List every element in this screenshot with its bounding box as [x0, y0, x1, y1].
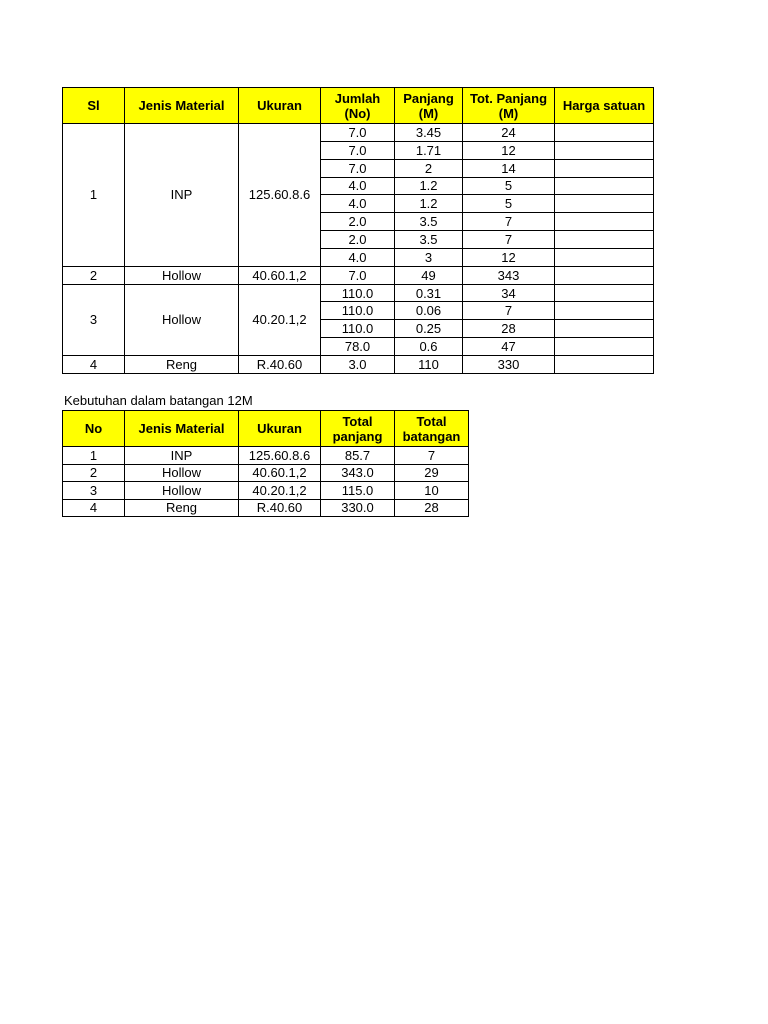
cell-tot-panjang: 5 — [463, 177, 555, 195]
cell-tot-panjang: 7 — [463, 213, 555, 231]
cell-harga-satuan — [555, 266, 654, 284]
cell-jumlah: 78.0 — [321, 338, 395, 356]
cell-ukuran: R.40.60 — [239, 355, 321, 373]
cell-jumlah: 7.0 — [321, 266, 395, 284]
cell-tot-panjang: 14 — [463, 159, 555, 177]
cell-no: 1 — [63, 447, 125, 465]
header-jumlah: Jumlah (No) — [321, 88, 395, 124]
summary-table-header-row — [63, 411, 469, 447]
cell-sl: 4 — [63, 355, 125, 373]
cell-panjang: 1.2 — [395, 177, 463, 195]
cell-material: INP — [125, 124, 239, 267]
cell-harga-satuan — [555, 284, 654, 302]
cell-harga-satuan — [555, 231, 654, 249]
header-jenis-material: Jenis Material — [125, 88, 239, 124]
cell-panjang: 0.6 — [395, 338, 463, 356]
cell-panjang: 3.5 — [395, 213, 463, 231]
cell-total-batangan: 29 — [395, 464, 469, 482]
cell-total-panjang: 85.7 — [321, 447, 395, 465]
table-row — [63, 499, 469, 517]
cell-jumlah: 4.0 — [321, 177, 395, 195]
cell-ukuran: 125.60.8.6 — [239, 447, 321, 465]
cell-total-batangan: 28 — [395, 499, 469, 517]
cell-jumlah: 3.0 — [321, 355, 395, 373]
header-harga-satuan: Harga satuan — [555, 88, 654, 124]
cell-harga-satuan — [555, 355, 654, 373]
cell-total-panjang: 343.0 — [321, 464, 395, 482]
cell-material: Reng — [125, 355, 239, 373]
cell-tot-panjang: 343 — [463, 266, 555, 284]
cell-harga-satuan — [555, 302, 654, 320]
table-row — [63, 355, 654, 373]
cell-ukuran: 40.20.1,2 — [239, 284, 321, 355]
cell-harga-satuan — [555, 213, 654, 231]
cell-sl: 1 — [63, 124, 125, 267]
header-no: No — [63, 411, 125, 447]
cell-ukuran: 40.60.1,2 — [239, 266, 321, 284]
cell-panjang: 2 — [395, 159, 463, 177]
cell-panjang: 0.31 — [395, 284, 463, 302]
table-row — [63, 447, 469, 465]
cell-tot-panjang: 24 — [463, 124, 555, 142]
cell-sl: 3 — [63, 284, 125, 355]
cell-tot-panjang: 7 — [463, 302, 555, 320]
cell-tot-panjang: 5 — [463, 195, 555, 213]
table-row — [63, 464, 469, 482]
header-ukuran: Ukuran — [239, 88, 321, 124]
cell-harga-satuan — [555, 177, 654, 195]
cell-panjang: 0.25 — [395, 320, 463, 338]
header-tot-panjang: Tot. Panjang (M) — [463, 88, 555, 124]
cell-material: Reng — [125, 499, 239, 517]
cell-ukuran: R.40.60 — [239, 499, 321, 517]
cell-total-batangan: 7 — [395, 447, 469, 465]
cell-harga-satuan — [555, 124, 654, 142]
cell-ukuran: 40.20.1,2 — [239, 482, 321, 500]
header-jenis-material: Jenis Material — [125, 411, 239, 447]
cell-tot-panjang: 34 — [463, 284, 555, 302]
material-table-header-row — [63, 88, 654, 124]
cell-harga-satuan — [555, 320, 654, 338]
table-row — [63, 284, 654, 302]
cell-total-panjang: 330.0 — [321, 499, 395, 517]
cell-tot-panjang: 28 — [463, 320, 555, 338]
cell-ukuran: 40.60.1,2 — [239, 464, 321, 482]
cell-material: Hollow — [125, 482, 239, 500]
summary-caption: Kebutuhan dalam batangan 12M — [64, 393, 253, 408]
cell-material: Hollow — [125, 284, 239, 355]
cell-jumlah: 110.0 — [321, 302, 395, 320]
cell-panjang: 0.06 — [395, 302, 463, 320]
cell-harga-satuan — [555, 159, 654, 177]
cell-jumlah: 7.0 — [321, 159, 395, 177]
cell-harga-satuan — [555, 248, 654, 266]
cell-harga-satuan — [555, 195, 654, 213]
cell-jumlah: 7.0 — [321, 141, 395, 159]
cell-material: Hollow — [125, 266, 239, 284]
table-row — [63, 482, 469, 500]
cell-jumlah: 2.0 — [321, 231, 395, 249]
cell-no: 2 — [63, 464, 125, 482]
cell-jumlah: 4.0 — [321, 248, 395, 266]
cell-panjang: 3.5 — [395, 231, 463, 249]
cell-tot-panjang: 12 — [463, 248, 555, 266]
table-row — [63, 124, 654, 142]
cell-panjang: 1.2 — [395, 195, 463, 213]
header-total-panjang: Total panjang — [321, 411, 395, 447]
cell-panjang: 3 — [395, 248, 463, 266]
header-ukuran: Ukuran — [239, 411, 321, 447]
cell-panjang: 3.45 — [395, 124, 463, 142]
summary-table — [62, 410, 469, 517]
cell-total-panjang: 115.0 — [321, 482, 395, 500]
cell-material: Hollow — [125, 464, 239, 482]
cell-harga-satuan — [555, 141, 654, 159]
cell-total-batangan: 10 — [395, 482, 469, 500]
cell-tot-panjang: 12 — [463, 141, 555, 159]
table-row — [63, 266, 654, 284]
cell-panjang: 49 — [395, 266, 463, 284]
cell-panjang: 110 — [395, 355, 463, 373]
cell-jumlah: 4.0 — [321, 195, 395, 213]
cell-tot-panjang: 47 — [463, 338, 555, 356]
cell-tot-panjang: 7 — [463, 231, 555, 249]
cell-sl: 2 — [63, 266, 125, 284]
cell-no: 4 — [63, 499, 125, 517]
cell-panjang: 1.71 — [395, 141, 463, 159]
header-panjang: Panjang (M) — [395, 88, 463, 124]
cell-ukuran: 125.60.8.6 — [239, 124, 321, 267]
cell-no: 3 — [63, 482, 125, 500]
header-total-batangan: Total batangan — [395, 411, 469, 447]
cell-jumlah: 2.0 — [321, 213, 395, 231]
cell-jumlah: 7.0 — [321, 124, 395, 142]
cell-material: INP — [125, 447, 239, 465]
cell-tot-panjang: 330 — [463, 355, 555, 373]
material-table — [62, 87, 654, 374]
cell-harga-satuan — [555, 338, 654, 356]
header-sl: Sl — [63, 88, 125, 124]
cell-jumlah: 110.0 — [321, 320, 395, 338]
cell-jumlah: 110.0 — [321, 284, 395, 302]
